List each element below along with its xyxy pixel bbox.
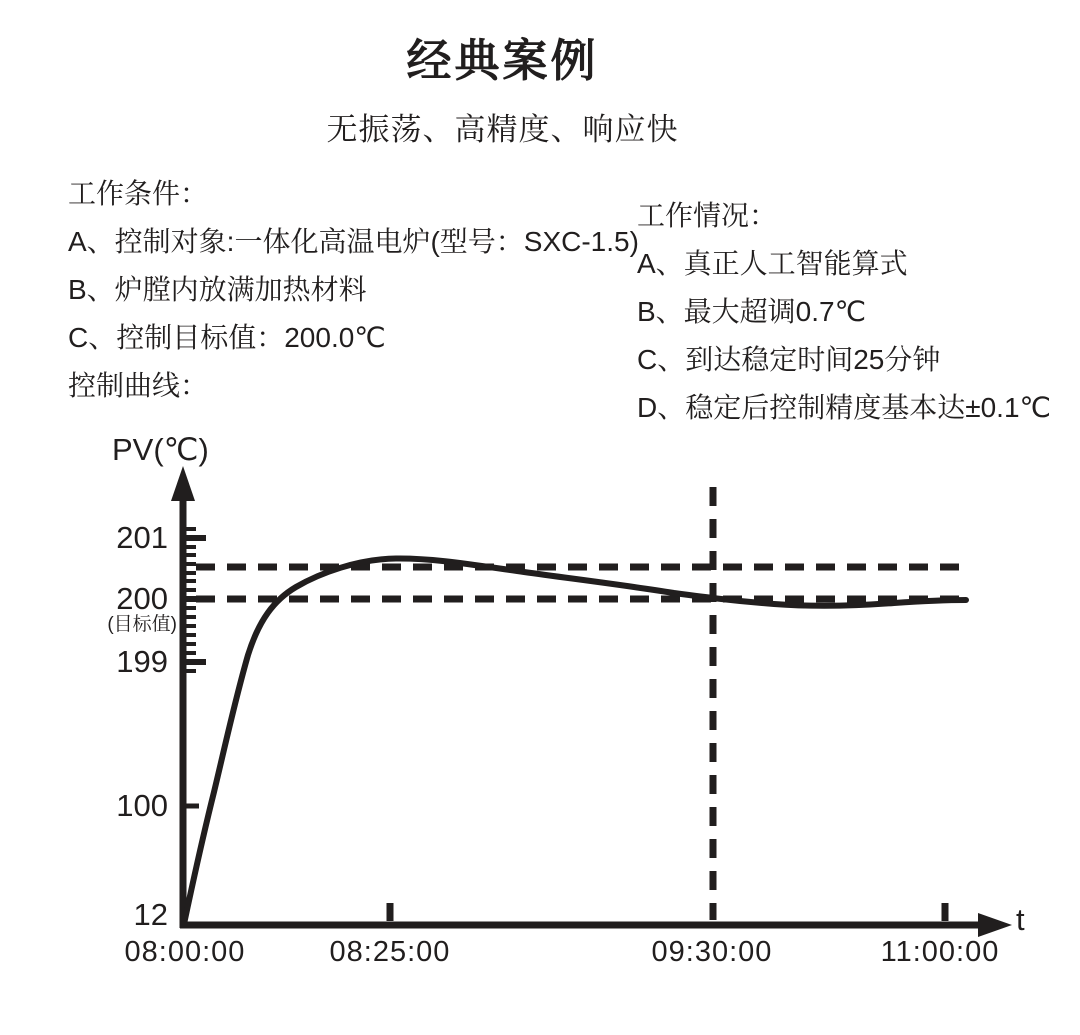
condition-item-c: C、控制目标值：200.0℃ <box>68 322 386 353</box>
status-item-a: A、真正人工智能算式 <box>637 248 908 279</box>
status-item-c: C、到达稳定时间25分钟 <box>637 344 941 375</box>
condition-item-b: B、炉膛内放满加热材料 <box>68 274 367 305</box>
x-label-110000: 11:00:00 <box>880 936 1000 968</box>
y-label-200: 200 <box>116 581 168 616</box>
control-curve-caption: 控制曲线： <box>68 370 209 401</box>
page-title: 经典案例 <box>406 35 599 86</box>
x-axis-arrow-icon <box>978 913 1012 937</box>
working-status-heading: 工作情况： <box>637 200 778 231</box>
status-item-d: D、稳定后控制精度基本达±0.1℃ <box>637 392 1051 423</box>
y-label-12: 12 <box>133 897 168 932</box>
pv-curve <box>184 558 966 924</box>
working-conditions-heading: 工作条件： <box>68 178 209 209</box>
y-label-100: 100 <box>116 788 168 823</box>
x-label-093000: 09:30:00 <box>651 936 773 968</box>
target-value-note: (目标值) <box>107 614 177 635</box>
y-label-199: 199 <box>116 644 168 679</box>
page-subtitle: 无振荡、高精度、响应快 <box>326 112 679 147</box>
x-axis-title: t <box>1016 902 1025 937</box>
condition-item-a: A、控制对象:一体化高温电炉(型号：SXC-1.5) <box>68 226 639 257</box>
status-item-b: B、最大超调0.7℃ <box>637 296 867 327</box>
y-axis-title: PV(℃) <box>112 432 209 467</box>
x-label-080000: 08:00:00 <box>124 936 246 968</box>
y-axis-arrow-icon <box>171 466 195 501</box>
x-label-082500: 08:25:00 <box>329 936 451 968</box>
y-label-201: 201 <box>116 520 168 555</box>
